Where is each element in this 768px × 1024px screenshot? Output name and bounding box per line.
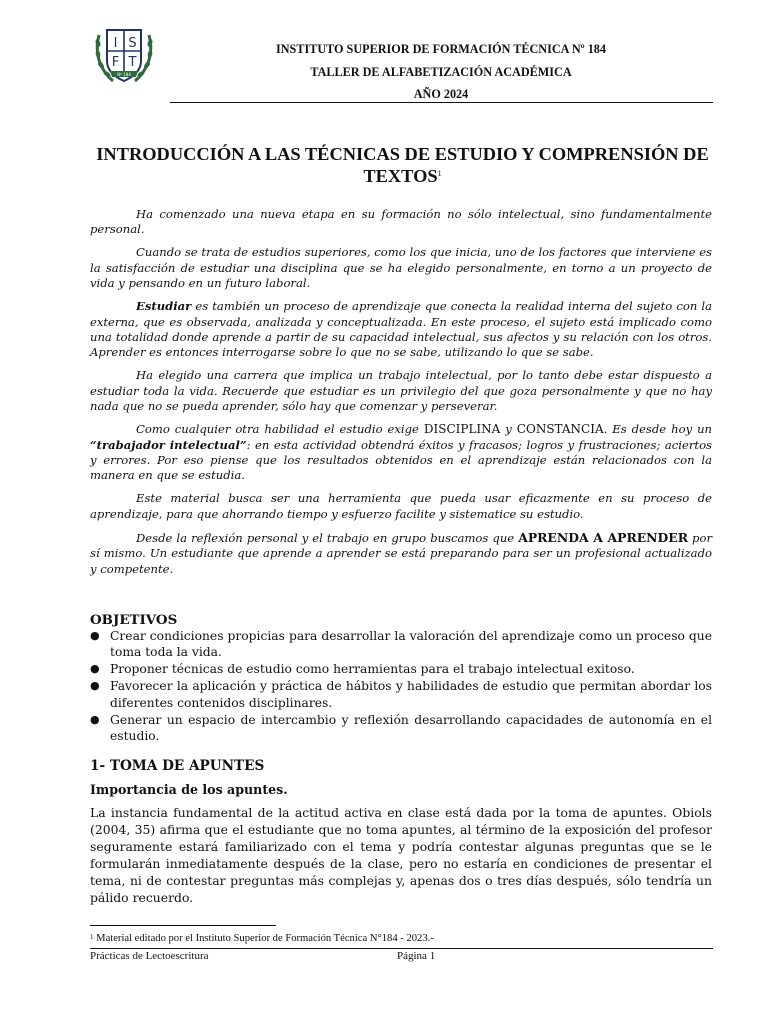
logo-letter-f: F (111, 55, 120, 70)
footer-course-name: Prácticas de Lectoescritura (90, 950, 209, 962)
intro-p5-d: : en esta actividad obtendrá éxitos y fracasos; logros y frustraciones; aciertos y errores. Por eso piense que los resultados obtenidos en el aprendizaje están relacionados con la manera en que se estudia. (90, 437, 712, 483)
intro-paragraph-4: Ha elegido una carrera que implica un trabajo intelectual, por lo tanto debe estar dispuesto a estudiar toda la vida. Recuerde que estudiar es un privilegio del que goza personalmente y que no hay nada que no se pueda aprender, sólo hay que comenzar y perseverar. (90, 368, 712, 414)
footnote-divider (90, 925, 276, 926)
intro-paragraph-1: Ha comenzado una nueva etapa en su formación no sólo intelectual, sino fundamentalmente personal. (90, 207, 712, 237)
header-course: TALLER DE ALFABETIZACIÓN ACADÉMICA (310, 65, 572, 79)
intro-paragraph-2: Cuando se trata de estudios superiores, como los que inicia, uno de los factores que interviene es la satisfacción de estudiar una disciplina que se ha elegido personalmente, en torno a un proyecto de vida y pensando en un futuro laboral. (90, 245, 712, 291)
logo-number: Nº 184 (117, 72, 131, 77)
intro-p5-disciplina: DISCIPLINA (423, 422, 501, 437)
institute-logo (93, 27, 155, 85)
intro-p3-bold: Estudiar (136, 299, 192, 314)
intro-p5-b: y (500, 422, 517, 437)
objective-item: ● Crear condiciones propicias para desarrollar la valoración del aprendizaje como un proceso que toma toda la vida. (90, 628, 712, 661)
intro-p7-b: por sí mismo. Un estudiante que aprende a aprender se está preparando para ser un profesional actualizado y competente. (90, 530, 712, 576)
footnote-text: Material editado por el Instituto Superior de Formación Técnica N°184 - 2023.- (93, 933, 434, 944)
footer-divider (90, 948, 713, 949)
intro-p5-c: . Es desde hoy un (603, 422, 713, 437)
objectives-list (90, 628, 712, 745)
section-1-subheading: Importancia de los apuntes. (90, 782, 288, 797)
section-1-heading: 1- TOMA DE APUNTES (90, 758, 265, 774)
document-title (95, 143, 710, 187)
intro-paragraph-6: Este material busca ser una herramienta que pueda usar eficazmente en su proceso de aprendizaje, para que ahorrando tiempo y esfuerzo facilite y sistematice su estudio. (90, 491, 712, 521)
footnote (90, 933, 434, 944)
title-footnote-ref: 1 (437, 169, 442, 178)
intro-p7-bold: APRENDA A APRENDER (518, 529, 688, 545)
intro-p5-constancia: CONSTANCIA (516, 422, 604, 437)
intro-p5-bold: “trabajador intelectual” (90, 437, 247, 452)
intro-paragraph-5 (90, 422, 712, 484)
logo-letter-t: T (128, 55, 137, 70)
intro-p5-a: Como cualquier otra habilidad el estudio exige (136, 422, 424, 437)
intro-p3-text: es también un proceso de aprendizaje que conecta la realidad interna del sujeto con la externa, que es observada, analizada y conceptualizada. En este proceso, el sujeto está implicado como una totalidad donde aprende a partir de su capacidad intelectual, sus afectos y su relación con los otros. Aprender es entonces interrogarse sobre lo que no se sabe, utilizando lo que se sabe. (90, 299, 712, 360)
intro-section (90, 207, 712, 585)
objectives-heading: OBJETIVOS (90, 612, 178, 628)
header-divider (170, 102, 713, 103)
objective-item: ● Generar un espacio de intercambio y reflexión desarrollando capacidades de autonomía en el estudio. (90, 712, 712, 745)
header-year: AÑO 2024 (413, 87, 469, 101)
logo-letter-s: S (128, 36, 137, 51)
footer-page-number: Página 1 (397, 950, 436, 962)
section-1-paragraph: La instancia fundamental de la actitud activa en clase está dada por la toma de apuntes. Obiols (2004, 35) afirma que el estudiante que no toma apuntes, al término de la exposición del profesor seguramente estará familiarizado con el tema y podría contestar algunas preguntas que se le formularán inmediatamente después de la clase, pero no estaría en condiciones de presentar el tema, ni de contestar preguntas más complejas y, apenas dos o tres días después, sólo tendría un pálido recuerdo. (90, 805, 712, 906)
logo-letter-i: I (113, 36, 118, 51)
intro-paragraph-7 (90, 530, 712, 577)
document-title-text: INTRODUCCIÓN A LAS TÉCNICAS DE ESTUDIO Y COMPRENSIÓN DE TEXTOS (96, 144, 709, 186)
footnote-marker: 1 (90, 933, 94, 941)
header-institution: INSTITUTO SUPERIOR DE FORMACIÓN TÉCNICA Nº 184 (276, 42, 606, 56)
intro-paragraph-3 (90, 299, 712, 361)
objective-item: ● Proponer técnicas de estudio como herramientas para el trabajo intelectual exitoso. (90, 661, 712, 677)
intro-p7-a: Desde la reflexión personal y el trabajo en grupo buscamos que (136, 530, 519, 545)
objective-item: ● Favorecer la aplicación y práctica de hábitos y habilidades de estudio que permitan abordar los diferentes contenidos disciplinares. (90, 678, 712, 711)
